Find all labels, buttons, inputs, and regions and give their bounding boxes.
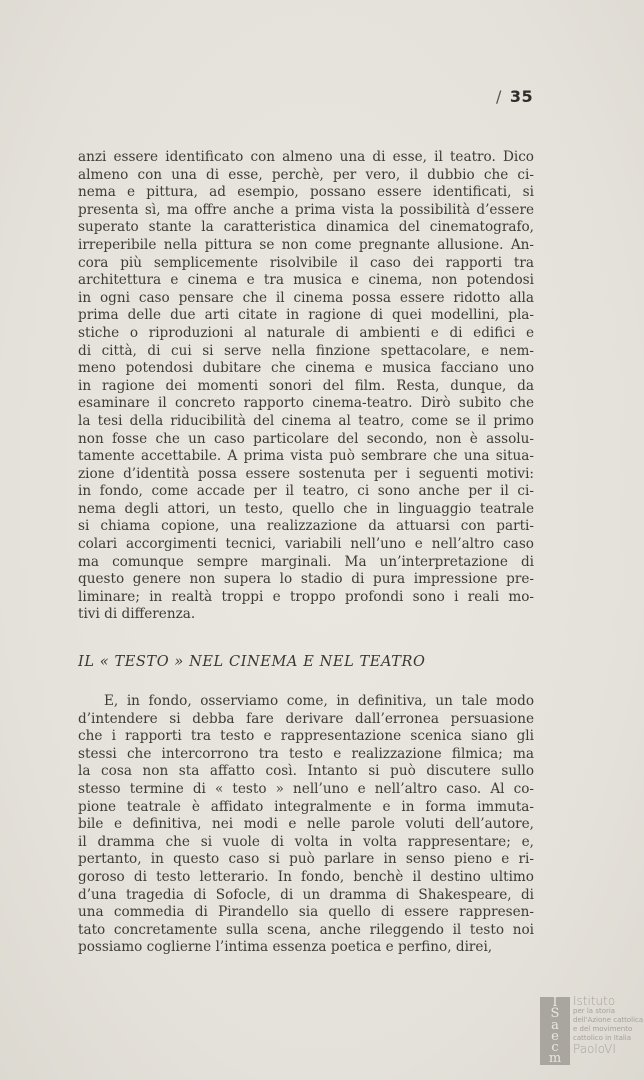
text-line: stiche o riproduzioni al naturale di ambienti e di edifici e [78,324,534,341]
text-line: d’una tragedia di Sofocle, di un dramma di Shakespeare, di [78,886,534,903]
text-line: non fosse che un caso particolare del secondo, non è assolu- [78,430,534,447]
text-line: la tesi della riducibilità del cinema al teatro, come se il primo [78,412,534,429]
text-line: bile e definitiva, nei modi e nelle parole voluti dell’autore, [78,816,534,833]
paragraph-2 [78,693,534,957]
logo-text-line: dell'Azione cattolica [573,1016,644,1024]
text-line: nema e pittura, ad esempio, possano essere identificati, si [78,184,534,201]
text-line: anzi essere identificato con almeno una di esse, il teatro. Dico [78,149,534,165]
text-line: d’intendere si debba fare derivare dall’erronea persuasione [78,710,534,727]
text-line: nema degli attori, un testo, quello che in linguaggio teatrale [78,500,534,517]
institute-watermark-logo [537,995,642,1070]
logo-text-line: PaoloVI [573,1042,616,1056]
monogram-letter: m [548,1051,562,1067]
text-line: in ogni caso pensare che il cinema possa essere ridotto alla [78,289,534,306]
text-line: liminare; in realtà troppi e troppo profondi sono i reali mo- [78,588,534,605]
text-line: stesso termine di « testo » nell’uno e nell’altro caso. Al co- [78,780,534,797]
text-line: prima delle due arti citate in ragione di quei modellini, pla- [78,307,534,324]
text-line: tivi di differenza. [78,606,196,623]
page-number-value: 35 [509,87,534,106]
text-line: cora più semplicemente risolvibile il caso dei rapporti tra [78,254,534,271]
logo-text-line: Istituto [573,994,616,1008]
monogram-letter: S [550,1006,560,1022]
text-line: il dramma che si vuole di volta in volta rappresentare; e, [78,833,534,850]
text-line: di città, di cui si serve nella finzione spettacolare, e nem- [78,342,534,359]
text-line: esaminare il concreto rapporto cinema-teatro. Dirò subito che [78,395,534,412]
text-line: una commedia di Pirandello sia quello di essere rappresen- [78,904,534,921]
text-line: meno potendosi dubitare che cinema e musica facciano uno [78,360,534,377]
text-line: architettura e cinema e tra musica e cinema, non potendosi [78,272,534,289]
text-line: pione teatrale è affidato integralmente e in forma immuta- [78,798,534,815]
logo-text-line: per la storia [573,1007,616,1015]
monogram-letter: a [551,1017,559,1033]
text-line: irreperibile nella pittura se non come pregnante allusione. An- [78,236,534,253]
text-line: stessi che intercorrono tra testo e realizzazione filmica; ma [78,745,534,762]
monogram-letter: c [551,1040,559,1056]
text-line: superato stante la caratteristica dinamica del cinematografo, [78,219,534,236]
monogram-letter: I [552,995,558,1010]
logo-text [573,995,643,1055]
text-line: questo genere non supera lo stadio di pura impressione pre- [78,571,534,588]
text-line: goroso di testo letterario. In fondo, benchè il destino ultimo [78,868,534,885]
paragraph-1 [78,149,534,624]
text-line: presenta sì, ma offre anche a prima vista la possibilità d’essere [78,201,534,218]
text-line: ma comunque sempre marginali. Ma un’interpretazione di [78,553,534,570]
text-line: tato concretamente sulla scena, anche rileggendo il testo noi [78,921,534,938]
page-number [496,87,533,106]
logo-text-line: cattolico in Italia [573,1034,632,1042]
logo-monogram [540,997,570,1065]
text-line: zione d’identità possa essere sostenuta per i seguenti motivi: [78,465,534,482]
text-line: E, in fondo, osserviamo come, in definitiva, un tale modo [104,693,534,709]
text-line: si chiama copione, una realizzazione da attuarsi con parti- [78,518,534,535]
text-line: che i rapporti tra testo e rappresentazione scenica siano gli [78,728,534,745]
text-line: tamente accettabile. A prima vista può sembrare che una situa- [78,448,534,465]
page-number-separator: / [496,87,502,106]
section-heading: IL « TESTO » NEL CINEMA E NEL TEATRO [78,654,426,670]
logo-text-line: e del movimento [573,1025,633,1033]
text-line: in fondo, come accade per il teatro, ci sono anche per il ci- [78,483,534,500]
text-line: in ragione dei momenti sonori del film. Resta, dunque, da [78,377,534,394]
monogram-letter: e [551,1028,559,1044]
text-line: possiamo coglierne l’intima essenza poetica e perfino, direi, [78,939,493,956]
text-line: pertanto, in questo caso si può parlare in senso pieno e ri- [78,851,534,868]
text-line: la cosa non sta affatto così. Intanto si può discutere sullo [78,763,534,780]
text-line: colari accorgimenti tecnici, variabili nell’uno e nell’altro caso [78,536,534,553]
text-line: almeno con una di esse, perchè, per vero, il dubbio che ci- [78,166,534,183]
